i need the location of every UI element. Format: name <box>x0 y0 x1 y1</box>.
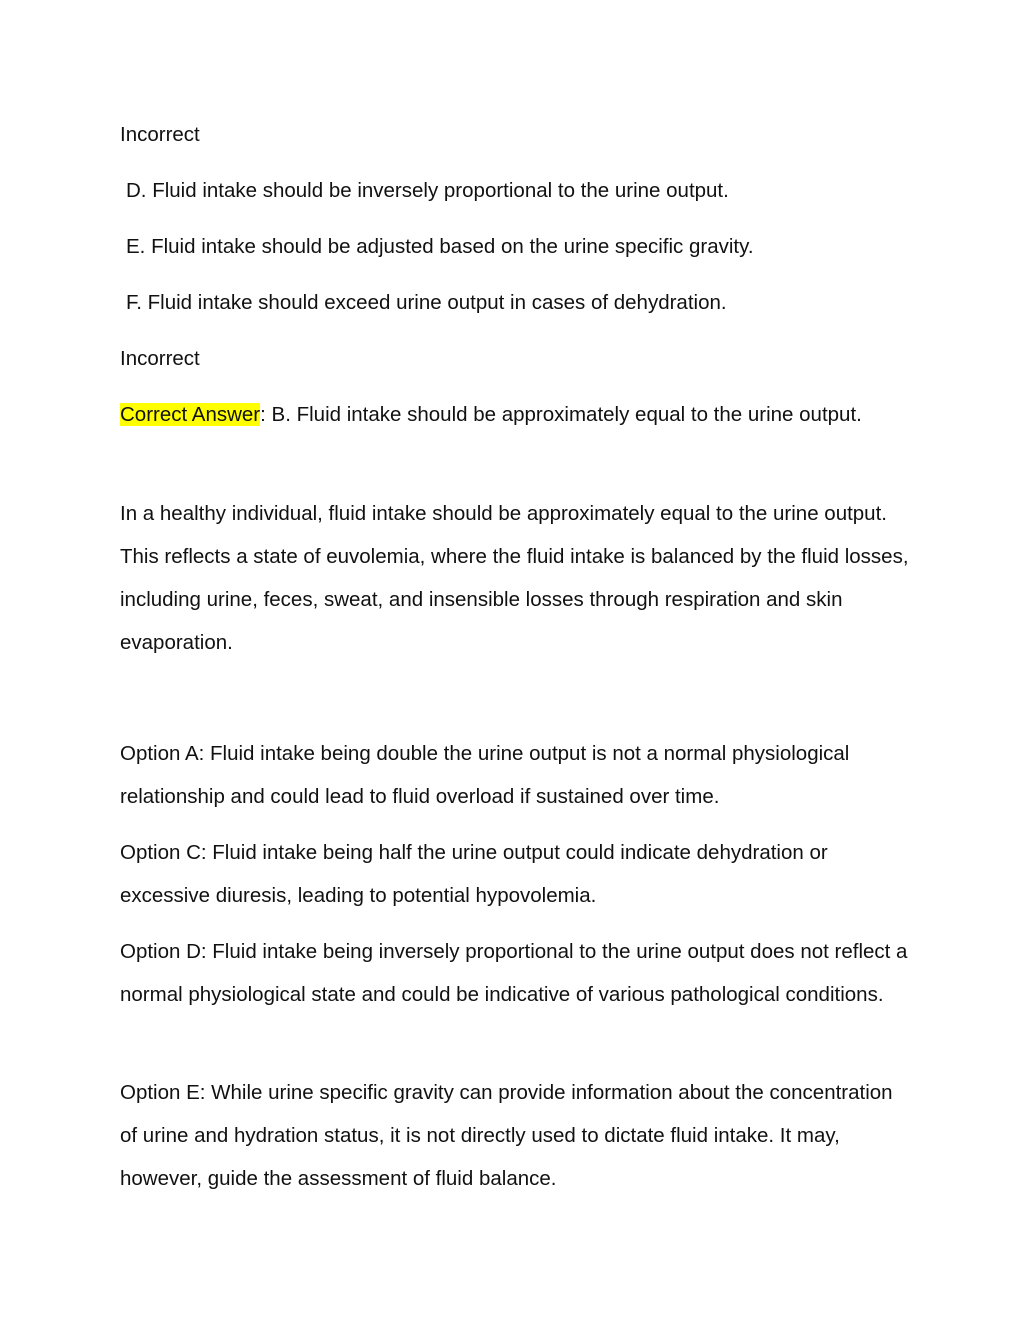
option-d: D. Fluid intake should be inversely proportional to the urine output. <box>126 179 729 202</box>
status-incorrect-1: Incorrect <box>120 123 200 146</box>
explanation-paragraph: In a healthy individual, fluid intake should be approximately equal to the urine output. This reflects a state of euvolemia, where the fluid intake is balanced by the fluid losses, including urine, feces, sweat, and insensible losses through respiration and skin evaporation. <box>120 502 909 654</box>
rationale-option-a: Option A: Fluid intake being double the urine output is not a normal physiological relationship and could lead to fluid overload if sustained over time. <box>120 742 850 808</box>
rationale-option-c: Option C: Fluid intake being half the urine output could indicate dehydration or excessive diuresis, leading to potential hypovolemia. <box>120 841 828 907</box>
option-e: E. Fluid intake should be adjusted based on the urine specific gravity. <box>126 235 754 258</box>
rationale-option-d: Option D: Fluid intake being inversely proportional to the urine output does not reflect a normal physiological state and could be indicative of various pathological conditions. <box>120 940 908 1006</box>
correct-answer-text: : B. Fluid intake should be approximately equal to the urine output. <box>260 403 862 426</box>
status-incorrect-2: Incorrect <box>120 347 200 370</box>
option-f: F. Fluid intake should exceed urine output in cases of dehydration. <box>126 291 727 314</box>
correct-answer-label: Correct Answer <box>120 403 261 426</box>
correct-answer <box>120 393 910 436</box>
rationale-option-e: Option E: While urine specific gravity can provide information about the concentration of urine and hydration status, it is not directly used to dictate fluid intake. It may, however, guide the assessment of fluid balance. <box>120 1081 893 1190</box>
